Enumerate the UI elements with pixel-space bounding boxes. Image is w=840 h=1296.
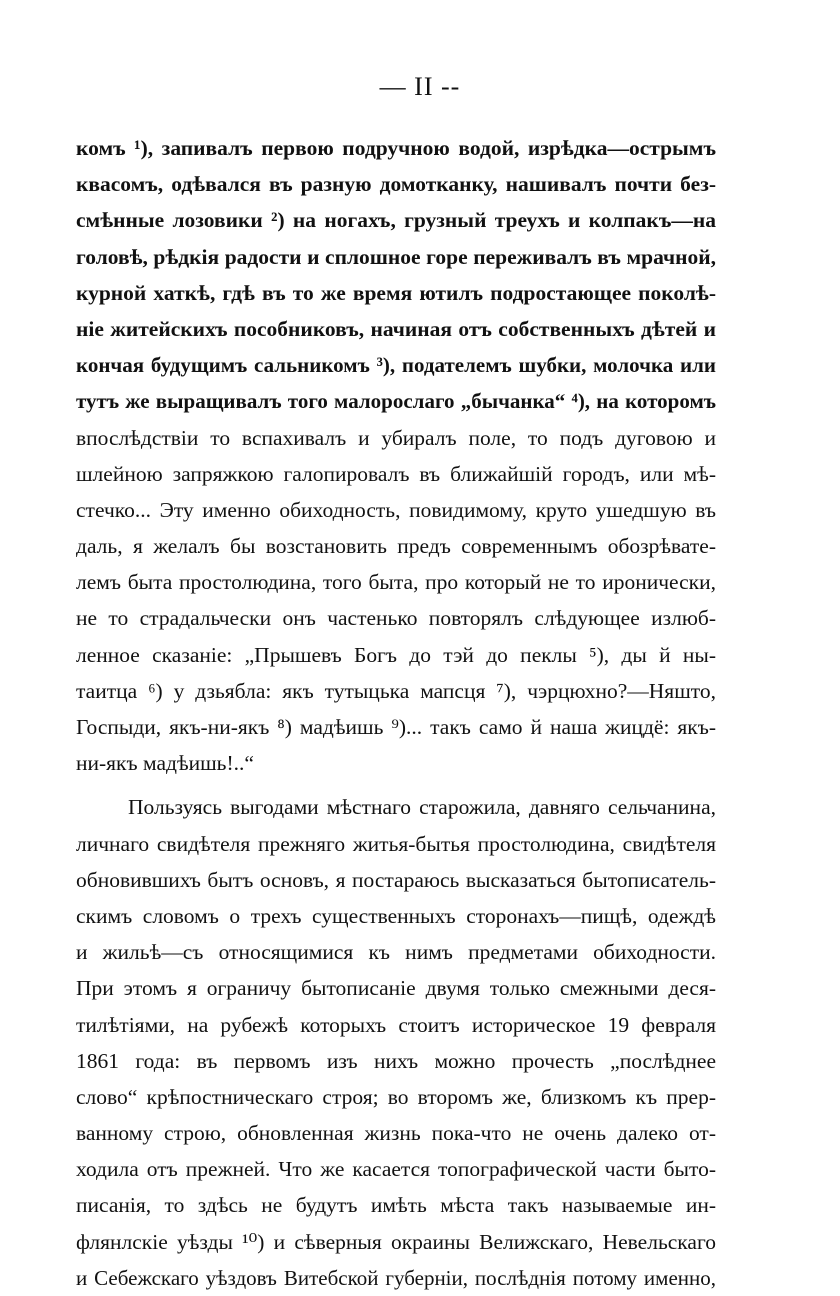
text-line: головѣ, рѣдкія радости и сплошное горе переживалъ въ мрачной,	[76, 244, 716, 269]
text-line: стечко... Эту именно обиходность, повидимому, круто ушедшую въ	[76, 497, 716, 522]
text-line: шлейною запряжкою галопировалъ въ ближайшій городъ, или мѣ-	[76, 461, 716, 486]
paragraph-2	[76, 789, 716, 1296]
text-line: личнаго свидѣтеля прежняго житья-бытья простолюдина, свидѣтеля	[76, 831, 716, 856]
text-line: не то страдальчески онъ частенько повторялъ слѣдующее излюб-	[76, 606, 716, 631]
text-line: скимъ словомъ о трехъ существенныхъ сторонахъ—пищѣ, одеждѣ	[76, 903, 716, 928]
text-line: тилѣтіями, на рубежѣ которыхъ стоитъ историческое 19 февраля	[76, 1012, 716, 1037]
text-line: При этомъ я ограничу бытописаніе двумя только смежными деся-	[76, 976, 716, 1001]
text-line: смѣнные лозовики ²) на ногахъ, грузный треухъ и колпакъ—на	[76, 208, 716, 233]
text-line: тутъ же выращивалъ того малорослаго „бычанка“ ⁴), на которомъ	[76, 389, 716, 414]
text-line: и Себежскаго уѣздовъ Витебской губерніи, послѣднія потому именно,	[76, 1265, 716, 1290]
text-line: комъ ¹), запивалъ первою подручною водой, изрѣдка—острымъ	[76, 136, 716, 160]
text-line: лемъ быта простолюдина, того быта, про который не то иронически,	[76, 570, 716, 595]
text-line: Госпыди, якъ-ни-якъ ⁸) мадѣишь ⁹)... такъ само й наша жицдё: якъ-	[76, 715, 716, 739]
text-line: обновившихъ бытъ основъ, я постараюсь высказаться бытописатель-	[76, 867, 716, 892]
paragraph-1	[76, 130, 716, 781]
text-line: впослѣдствіи то вспахивалъ и убиралъ поле, то подъ дуговою и	[76, 425, 716, 450]
text-line: 1861 года: въ первомъ изъ нихъ можно прочесть „послѣднее	[76, 1048, 716, 1073]
text-line: ніе житейскихъ пособниковъ, начиная отъ собственныхъ дѣтей и	[76, 316, 716, 341]
text-line: квасомъ, одѣвался въ разную домотканку, нашивалъ почти без-	[76, 172, 716, 197]
text-block	[76, 130, 716, 1296]
text-line: таитца ⁶) у дзьябла: якъ тутыцька мапсця ⁷), чэрцюхно?—Няшто,	[76, 678, 716, 703]
text-line: Пользуясь выгодами мѣстнаго старожила, давняго сельчанина,	[128, 795, 716, 820]
text-line: и жильѣ—съ относящимися къ нимъ предметами обиходности.	[76, 940, 716, 965]
text-line: ходила отъ прежней. Что же касается топографической части быто-	[76, 1157, 716, 1182]
page-number: — II --	[379, 72, 461, 101]
text-line: ванному строю, обновленная жизнь пока-что не очень далеко от-	[76, 1121, 716, 1146]
text-line: кончая будущимъ сальникомъ ³), подателемъ шубки, молочка или	[76, 353, 716, 378]
text-line: ленное сказаніе: „Прышевъ Богъ до тэй до пеклы ⁵), ды й ны-	[76, 642, 716, 667]
text-line: курной хаткѣ, гдѣ въ то же время ютилъ подростающее поколѣ-	[76, 280, 716, 305]
text-line: даль, я желалъ бы возстановить предъ современнымъ обозрѣвате-	[76, 534, 716, 559]
text-line: ни-якъ мадѣишь!..“	[76, 751, 254, 776]
text-line: писанія, то здѣсь не будутъ имѣть мѣста такъ называемые ин-	[76, 1193, 716, 1218]
text-line: флянлскіе уѣзды ¹⁰) и сѣверныя окраины Велижскаго, Невельскаго	[76, 1229, 716, 1254]
text-line: слово“ крѣпостническаго строя; во второмъ же, близкомъ къ прер-	[76, 1084, 716, 1109]
paragraph-gap	[76, 781, 716, 789]
